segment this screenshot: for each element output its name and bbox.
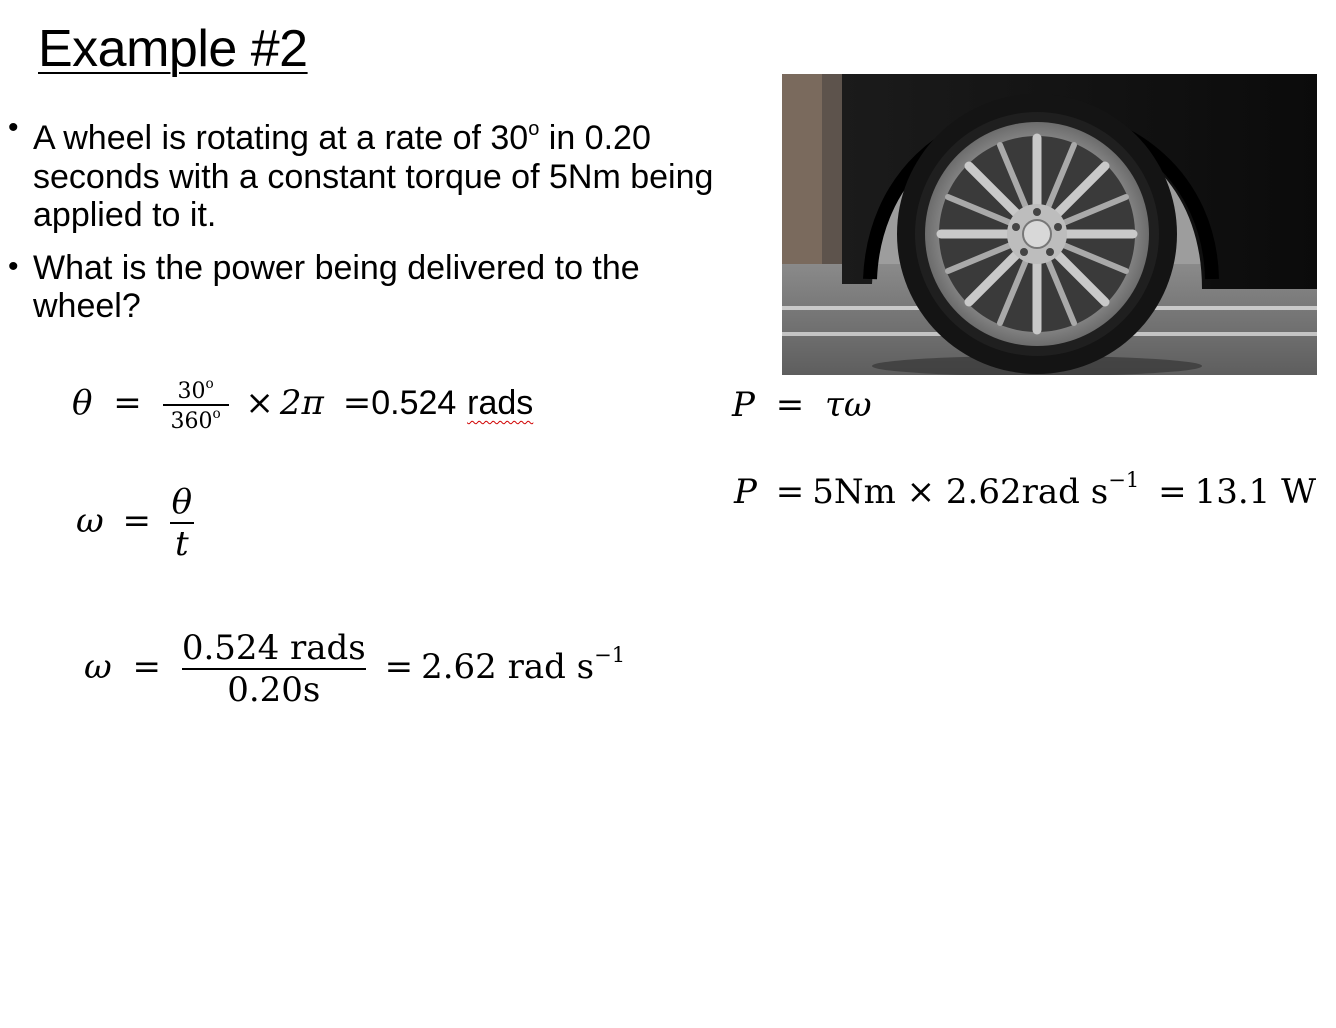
angle-fraction bbox=[163, 376, 229, 434]
degree-superscript: o bbox=[528, 118, 540, 140]
equals-sign: = bbox=[775, 385, 805, 425]
equation-power-definition bbox=[732, 385, 872, 425]
equals-sign: = bbox=[775, 471, 805, 512]
car-wheel-photo bbox=[782, 74, 1317, 375]
equation-omega-definition bbox=[76, 482, 194, 564]
two-pi: 2π bbox=[279, 383, 324, 424]
omega-fraction bbox=[170, 482, 194, 564]
fraction-denominator: 0.20s bbox=[227, 670, 321, 710]
bullet-dot: • bbox=[8, 111, 19, 144]
fraction-numerator: 0.524 rads bbox=[181, 628, 366, 668]
equation-theta bbox=[72, 376, 533, 434]
bullet-text: What is the power being delivered to the wheel? bbox=[33, 248, 640, 325]
theta-unit: rads bbox=[467, 384, 534, 423]
equals-sign: = bbox=[113, 383, 142, 424]
exponent: −1 bbox=[594, 642, 626, 668]
exponent: −1 bbox=[1108, 467, 1140, 492]
equation-power-calculation bbox=[734, 467, 1316, 512]
slide-title: Example #2 bbox=[38, 20, 308, 78]
equation-omega-calculation bbox=[84, 628, 625, 710]
equals-sign: = bbox=[342, 383, 372, 424]
bullet-text-end: in 0.20 seconds with a constant torque of 5Nm being applied to it. bbox=[33, 119, 714, 234]
omega-result: 2.62 rad s bbox=[421, 647, 595, 687]
bullet-text-start: A wheel is rotating at a rate of 30 bbox=[33, 119, 529, 157]
fraction-denominator: 360$^o$ bbox=[170, 406, 221, 435]
theta-result: 0.524 bbox=[371, 384, 457, 423]
fraction-numerator: θ bbox=[171, 482, 193, 522]
bullet-item-problem bbox=[8, 110, 728, 235]
bullet-item-question bbox=[8, 249, 728, 326]
bullet-list bbox=[8, 110, 728, 340]
power-symbol: P bbox=[734, 471, 757, 512]
equals-sign: = bbox=[122, 501, 152, 541]
bullet-dot: • bbox=[8, 249, 19, 283]
equals-sign: = bbox=[132, 647, 162, 687]
theta-symbol: θ bbox=[72, 383, 93, 424]
tau-omega: τω bbox=[825, 385, 872, 425]
equals-sign: = bbox=[384, 647, 414, 687]
omega-symbol: ω bbox=[84, 647, 112, 687]
fraction-denominator: t bbox=[175, 524, 189, 564]
equals-sign: = bbox=[1158, 471, 1187, 512]
power-expression: 5Nm × 2.62rad s bbox=[812, 471, 1109, 512]
times-sign: × bbox=[245, 383, 274, 424]
fraction-numerator: 30$^o$ bbox=[177, 376, 214, 405]
omega-value-fraction bbox=[182, 628, 366, 710]
power-symbol: P bbox=[732, 385, 755, 425]
omega-symbol: ω bbox=[76, 501, 104, 541]
power-result: 13.1 W bbox=[1194, 471, 1317, 512]
